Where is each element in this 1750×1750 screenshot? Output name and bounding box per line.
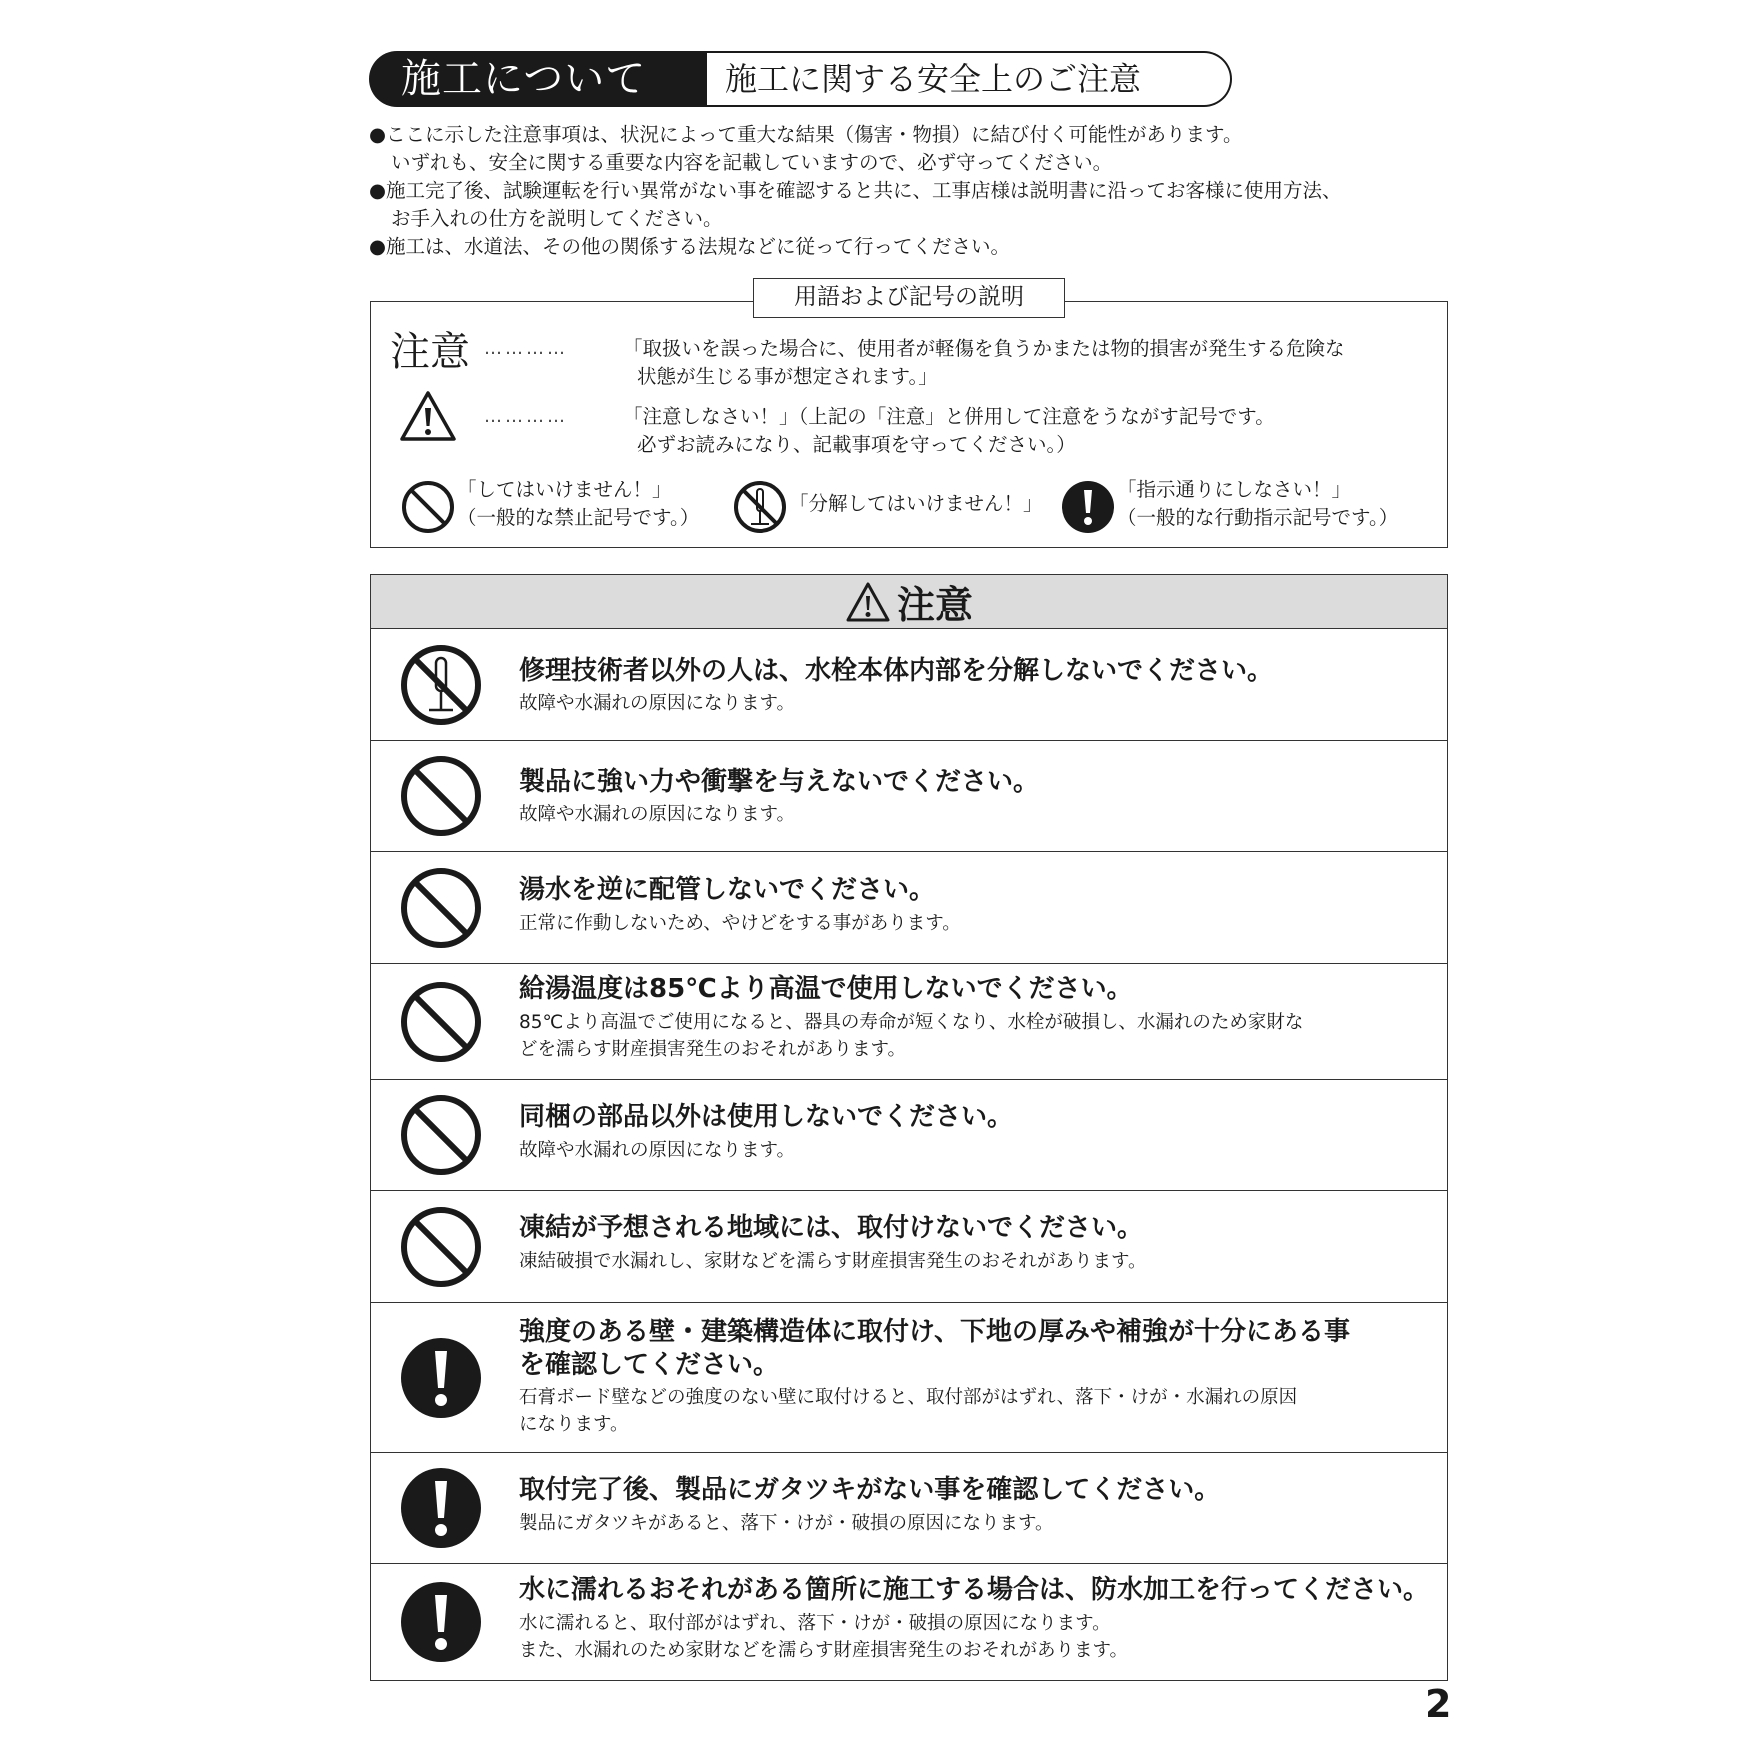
instruct-desc-line: （一般的な行動指示記号です。） [1117,506,1399,529]
no-disassembly-icon [400,644,482,726]
caution-title: 水に濡れるおそれがある箇所に施工する場合は、防水加工を行ってください。 [519,1575,1430,1605]
prohibition-icon [400,755,482,837]
disassemble-desc: 「分解してはいけません！」 [789,492,1043,515]
caution-row [371,1080,1447,1191]
caution-note: 85℃より高温でご使用になると、器具の寿命が短くなり、水栓が破損し、水漏れのため家財な [519,1012,1304,1033]
intro-line: お手入れの仕方を説明してください。 [391,207,723,230]
caution-row [371,1303,1447,1453]
mandatory-icon [400,1467,482,1549]
caution-row [371,852,1447,964]
caution-desc-line: 「取扱いを誤った場合に、使用者が軽傷を負うかまたは物的損害が発生する危険な [623,337,1345,360]
caution-row [371,1191,1447,1303]
leader-dots: ………… [484,406,568,427]
intro-line: ●施工完了後、試験運転を行い異常がない事を確認すると共に、工事店様は説明書に沿ってお客様に使用方法、 [369,179,1342,202]
caution-table [370,574,1448,1681]
caution-note: どを濡らす財産損害発生のおそれがあります。 [519,1039,907,1060]
prohibition-icon [400,1094,482,1176]
no-disassembly-icon [733,480,787,534]
triangle-desc-line: 必ずお読みになり、記載事項を守ってください。） [637,433,1076,456]
intro-line: いずれも、安全に関する重要な内容を記載していますので、必ず守ってください。 [391,151,1113,174]
prohibition-icon [400,981,482,1063]
caution-title: 凍結が予想される地域には、取付けないでください。 [519,1213,1144,1243]
caution-title: を確認してください。 [519,1350,780,1380]
prohibit-desc-line: 「してはいけません！」 [457,478,672,501]
warning-triangle-icon [845,581,891,623]
caution-row [371,1564,1447,1680]
caution-desc-line: 状態が生じる事が想定されます。」 [637,365,938,388]
caution-note: 故障や水漏れの原因になります。 [519,693,796,714]
caution-row [371,741,1447,852]
intro-line: ●ここに示した注意事項は、状況によって重大な結果（傷害・物損）に結び付く可能性があります。 [369,123,1243,146]
caution-row [371,629,1447,741]
leader-dots: ………… [484,338,568,359]
triangle-desc-line: 「注意しなさい！」（上記の「注意」と併用して注意をうながす記号です。 [623,405,1275,428]
caution-note: 故障や水漏れの原因になります。 [519,804,796,825]
instruct-desc-line: 「指示通りにしなさい！」 [1117,478,1352,501]
caution-note: 石膏ボード壁などの強度のない壁に取付けると、取付部がはずれ、落下・けが・水漏れの原因 [519,1387,1298,1408]
caution-note: 凍結破損で水漏れし、家財などを濡らす財産損害発生のおそれがあります。 [519,1251,1147,1272]
caution-title: 湯水を逆に配管しないでください。 [519,875,936,905]
page-number: 2 [1425,1682,1452,1726]
prohibit-desc-line: （一般的な禁止記号です。） [457,506,700,529]
caution-note: 故障や水漏れの原因になります。 [519,1140,796,1161]
mandatory-icon [400,1337,482,1419]
symbol-legend [370,284,1448,548]
warning-triangle-icon [399,390,457,442]
section-title: 施工について [369,51,707,107]
mandatory-icon [1061,480,1115,534]
caution-row [371,964,1447,1080]
caution-title: 修理技術者以外の人は、水栓本体内部を分解しないでください。 [519,656,1274,686]
section-subtitle: 施工に関する安全上のご注意 [705,51,1232,107]
caution-title: 同梱の部品以外は使用しないでください。 [519,1102,1014,1132]
caution-note: 水に濡れると、取付部がはずれ、落下・けが・破損の原因になります。 [519,1613,1111,1634]
caution-title: 給湯温度は85℃より高温で使用しないでください。 [519,974,1133,1004]
intro-line: ●施工は、水道法、その他の関係する法規などに従って行ってください。 [369,235,1011,258]
caution-note: 正常に作動しないため、やけどをする事があります。 [519,913,961,934]
caution-row [371,1453,1447,1564]
caution-note: 製品にガタツキがあると、落下・けが・破損の原因になります。 [519,1513,1054,1534]
intro-notes [369,121,1429,261]
prohibition-icon [400,1206,482,1288]
legend-title: 用語および記号の説明 [753,278,1065,318]
caution-title: 取付完了後、製品にガタツキがない事を確認してください。 [519,1475,1221,1505]
prohibition-icon [400,867,482,949]
caution-table-header [371,575,1447,629]
caution-note: また、水漏れのため家財などを濡らす財産損害発生のおそれがあります。 [519,1640,1129,1661]
caution-title: 製品に強い力や衝撃を与えないでください。 [519,767,1040,797]
prohibition-icon [401,480,455,534]
section-header [369,51,1232,107]
caution-note: になります。 [519,1414,629,1435]
caution-word: 注意 [390,329,470,375]
mandatory-icon [400,1581,482,1663]
caution-table-title: 注意 [896,583,973,627]
caution-title: 強度のある壁・建築構造体に取付け、下地の厚みや補強が十分にある事 [519,1317,1350,1347]
